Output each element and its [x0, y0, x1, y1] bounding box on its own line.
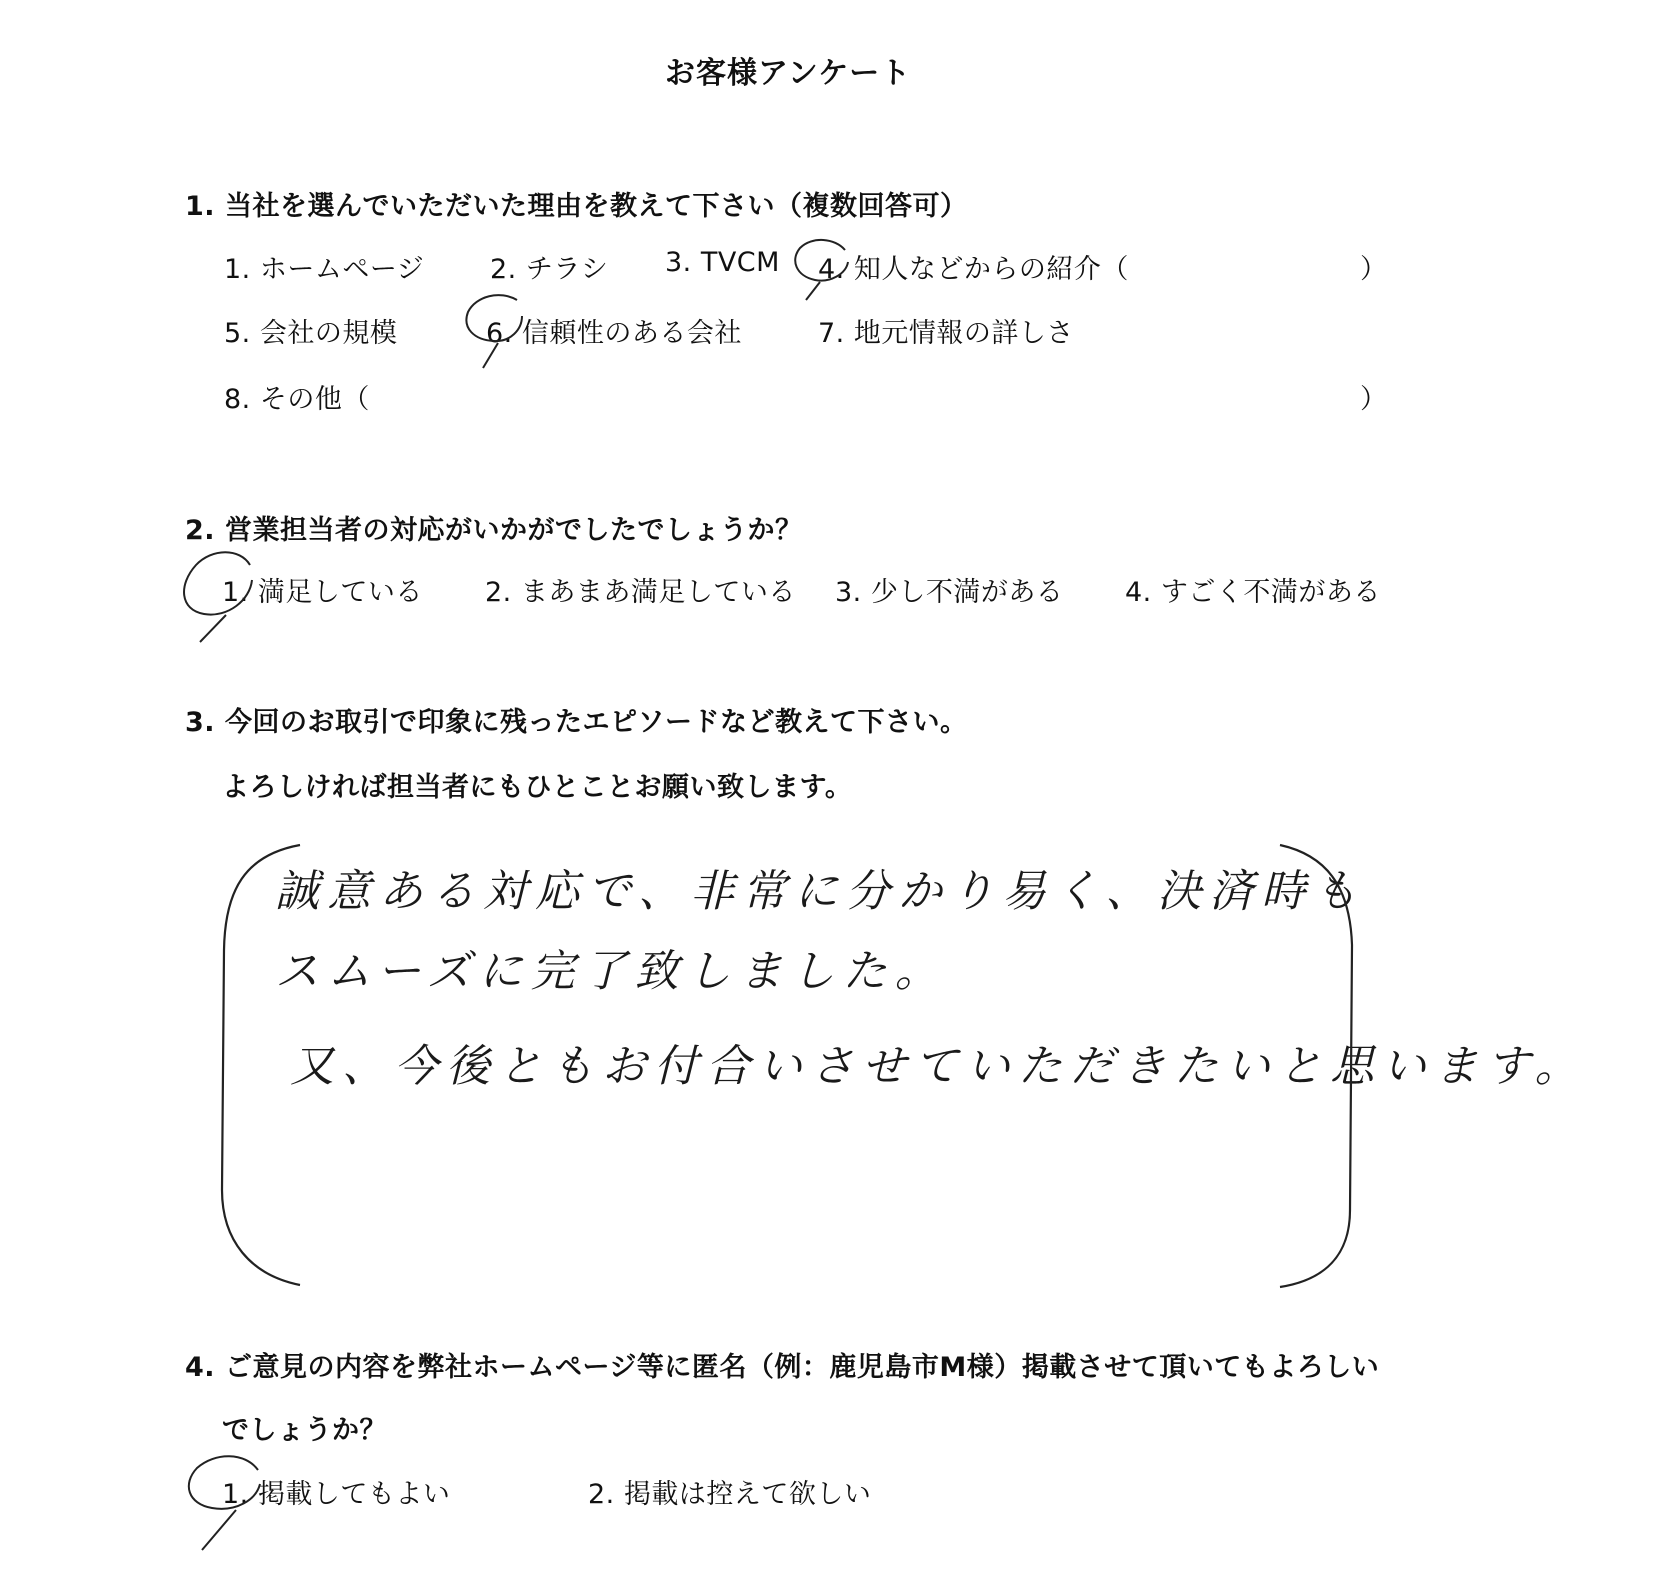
q1-option-4[interactable]: 4. 知人などからの紹介（: [818, 254, 1129, 285]
q1-option-3[interactable]: 3. TVCM: [665, 247, 780, 278]
q2-option-1[interactable]: 1. 満足している: [222, 577, 423, 608]
q2-option-3[interactable]: 3. 少し不満がある: [835, 577, 1064, 608]
q2-option-4[interactable]: 4. すごく不満がある: [1125, 577, 1381, 608]
question-3-line-1: 3. 今回のお取引で印象に残ったエピソードなど教えて下さい。: [185, 707, 968, 738]
question-2: 2. 営業担当者の対応がいかがでしたでしょうか？: [185, 515, 803, 546]
q4-option-1[interactable]: 1. 掲載してもよい: [222, 1479, 451, 1510]
q1-option-8[interactable]: 8. その他（: [224, 384, 370, 415]
q1-option-8-close-paren: ）: [1360, 384, 1388, 415]
question-1: 1. 当社を選んでいただいた理由を教えて下さい（複数回答可）: [185, 191, 968, 222]
handwritten-answer-line-2: スムーズに完了致しました。: [275, 946, 947, 997]
question-4-line-2: でしょうか？: [222, 1415, 387, 1446]
q1-option-2[interactable]: 2. チラシ: [490, 254, 609, 285]
q1-option-7[interactable]: 7. 地元情報の詳しさ: [818, 318, 1074, 349]
handwritten-answer-line-1: 誠意ある対応で、非常に分かり易く、決済時も: [275, 866, 1366, 917]
q1-option-1[interactable]: 1. ホームページ: [224, 254, 425, 285]
q1-option-4-close-paren: ）: [1360, 254, 1388, 285]
page-title: お客様アンケート: [665, 56, 912, 91]
q4-option-2[interactable]: 2. 掲載は控えて欲しい: [588, 1479, 872, 1510]
q1-option-6[interactable]: 6. 信頼性のある会社: [486, 318, 742, 349]
q2-option-2[interactable]: 2. まあまあ満足している: [485, 577, 796, 608]
question-3-line-2: よろしければ担当者にもひとことお願い致します。: [222, 772, 853, 803]
question-4-line-1: 4. ご意見の内容を弊社ホームページ等に匿名（例：鹿児島市M様）掲載させて頂いてもよろしい: [185, 1352, 1380, 1383]
handwritten-answer-line-3: 又、今後ともお付合いさせていただきたいと思います。: [290, 1041, 1587, 1092]
q1-option-5[interactable]: 5. 会社の規模: [224, 318, 398, 349]
